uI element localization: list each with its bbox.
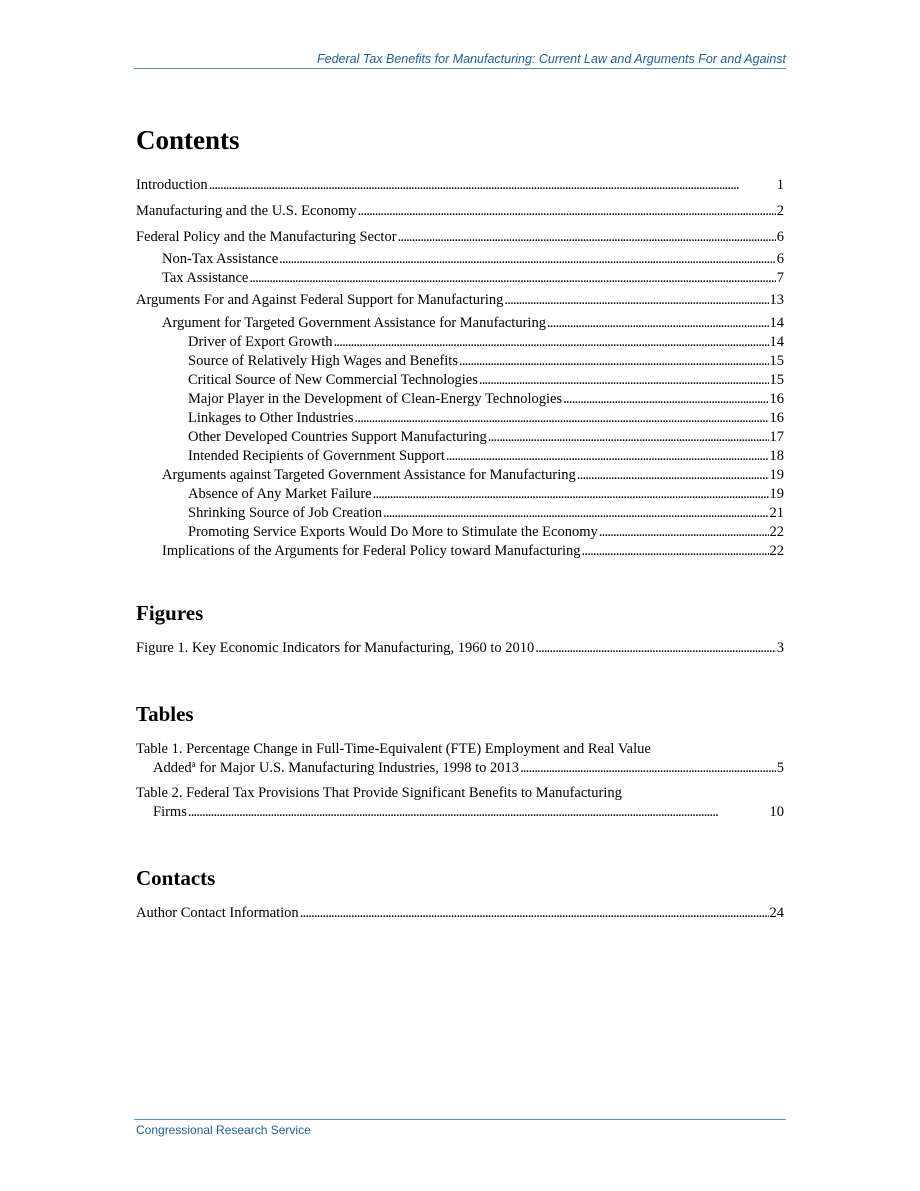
- header-rule: [134, 68, 786, 69]
- footer-organization: Congressional Research Service: [136, 1123, 311, 1137]
- toc-entry-title: Arguments For and Against Federal Support for Manufacturing: [136, 292, 504, 308]
- toc-entry-page: 16: [769, 410, 784, 426]
- toc-entry[interactable]: [136, 314, 784, 333]
- toc-entry-page: 16: [769, 391, 784, 407]
- running-header: Federal Tax Benefits for Manufacturing: Current Law and Arguments For and Against: [317, 52, 786, 66]
- toc-entry-line2: [136, 759, 784, 778]
- toc-entry-page: 22: [769, 524, 784, 540]
- dot-leader: [398, 228, 776, 247]
- toc-entry[interactable]: [136, 542, 784, 561]
- toc-entry-title: Major Player in the Development of Clean-Energy Technologies: [188, 391, 563, 407]
- dot-leader: [479, 371, 769, 390]
- dot-leader: [300, 904, 769, 923]
- toc-entry-title: Linkages to Other Industries: [188, 410, 354, 426]
- toc-entry[interactable]: [136, 269, 784, 288]
- dot-leader: [279, 250, 776, 269]
- toc-entry-title: Arguments against Targeted Government Assistance for Manufacturing: [162, 467, 576, 483]
- toc-entry-title: Argument for Targeted Government Assistance for Manufacturing: [162, 315, 546, 331]
- toc-entry-title: Critical Source of New Commercial Technologies: [188, 372, 478, 388]
- toc-entry-title: Other Developed Countries Support Manufacturing: [188, 429, 487, 445]
- dot-leader: [504, 291, 768, 310]
- toc-entry[interactable]: [136, 176, 784, 195]
- toc-entry[interactable]: [136, 202, 784, 221]
- dot-leader: [582, 542, 769, 561]
- toc-entry-page: 15: [769, 372, 784, 388]
- toc-entry-title: Shrinking Source of Job Creation: [188, 505, 383, 521]
- toc-entry-page: 17: [769, 429, 784, 445]
- toc-entry-title: Non-Tax Assistance: [162, 251, 279, 267]
- tables-heading: Tables: [136, 702, 194, 726]
- toc-entry-title: Promoting Service Exports Would Do More to Stimulate the Economy: [188, 524, 598, 540]
- toc-entry-title: Introduction: [136, 177, 208, 193]
- dot-leader: [188, 803, 769, 822]
- toc-entry-title-line1: Table 2. Federal Tax Provisions That Provide Significant Benefits to Manufacturing: [136, 785, 622, 801]
- footer-rule: [134, 1119, 786, 1120]
- dot-leader: [563, 390, 768, 409]
- toc-entry-title: Absence of Any Market Failure: [188, 486, 372, 502]
- dot-leader: [355, 409, 769, 428]
- toc-entry-title: Source of Relatively High Wages and Benefits: [188, 353, 458, 369]
- toc-entry[interactable]: [136, 428, 784, 447]
- toc-entry-page: 18: [769, 448, 784, 464]
- toc-entry-line2: [136, 803, 784, 822]
- toc-entry-page: 15: [769, 353, 784, 369]
- toc-entry[interactable]: [136, 250, 784, 269]
- toc-entry-page: 1: [776, 177, 784, 193]
- contents-heading: Contents: [136, 125, 240, 155]
- dot-leader: [334, 333, 769, 352]
- toc-entry[interactable]: [136, 291, 784, 310]
- toc-entry-page: 14: [769, 334, 784, 350]
- dot-leader: [488, 428, 769, 447]
- toc-entry-page: 7: [776, 270, 784, 286]
- toc-entry-page: 5: [776, 760, 784, 776]
- toc-entry[interactable]: [136, 466, 784, 485]
- toc-entry[interactable]: [136, 504, 784, 523]
- toc-entry-page: 2: [776, 203, 784, 219]
- toc-entry[interactable]: [136, 228, 784, 247]
- dot-leader: [209, 176, 776, 195]
- toc-entry-title-line2: Firms: [153, 804, 187, 820]
- dot-leader: [535, 639, 775, 658]
- toc-entry-title: Federal Policy and the Manufacturing Sector: [136, 229, 397, 245]
- toc-entry-title: Tax Assistance: [162, 270, 249, 286]
- toc-entry-page: 24: [769, 905, 784, 921]
- figures-heading: Figures: [136, 601, 204, 625]
- toc-entry-page: 22: [769, 543, 784, 559]
- dot-leader: [383, 504, 768, 523]
- toc-entry-page: 14: [769, 315, 784, 331]
- toc-entry[interactable]: [136, 523, 784, 542]
- toc-entry-title: Intended Recipients of Government Support: [188, 448, 445, 464]
- toc-entry-page: 3: [776, 640, 784, 656]
- toc-entry[interactable]: [136, 409, 784, 428]
- toc-entry[interactable]: [136, 390, 784, 409]
- toc-entry[interactable]: [136, 352, 784, 371]
- toc-entry[interactable]: [136, 371, 784, 390]
- toc-entry[interactable]: [136, 904, 784, 923]
- dot-leader: [358, 202, 776, 221]
- dot-leader: [547, 314, 769, 333]
- toc-entry[interactable]: [136, 333, 784, 352]
- dot-leader: [459, 352, 769, 371]
- toc-entry-title-line1: Table 1. Percentage Change in Full-Time-Equivalent (FTE) Employment and Real Value: [136, 741, 651, 757]
- toc-entry-title: Implications of the Arguments for Federal Policy toward Manufacturing: [162, 543, 581, 559]
- toc-entry-title: Driver of Export Growth: [188, 334, 333, 350]
- toc-entry[interactable]: [136, 639, 784, 658]
- dot-leader: [520, 759, 776, 778]
- toc-entry[interactable]: [136, 447, 784, 466]
- toc-entry-title: Figure 1. Key Economic Indicators for Manufacturing, 1960 to 2010: [136, 640, 535, 656]
- footnote-marker: a: [191, 759, 196, 769]
- toc-entry-page: 6: [776, 229, 784, 245]
- toc-entry-page: 19: [769, 467, 784, 483]
- contacts-heading: Contacts: [136, 866, 216, 890]
- dot-leader: [249, 269, 775, 288]
- dot-leader: [373, 485, 769, 504]
- toc-entry-title: Manufacturing and the U.S. Economy: [136, 203, 357, 219]
- toc-entry-page: 6: [776, 251, 784, 267]
- toc-entry-page: 21: [769, 505, 784, 521]
- dot-leader: [599, 523, 769, 542]
- toc-entry-page: 19: [769, 486, 784, 502]
- toc-entry[interactable]: [136, 485, 784, 504]
- toc-entry-title: Author Contact Information: [136, 905, 299, 921]
- dot-leader: [577, 466, 769, 485]
- toc-entry-title-line2: Added$^a$ for Major U.S. Manufacturing Industries, 1998 to 2013: [153, 759, 520, 776]
- dot-leader: [446, 447, 769, 466]
- toc-entry-page: 10: [769, 804, 784, 820]
- toc-entry-page: 13: [769, 292, 784, 308]
